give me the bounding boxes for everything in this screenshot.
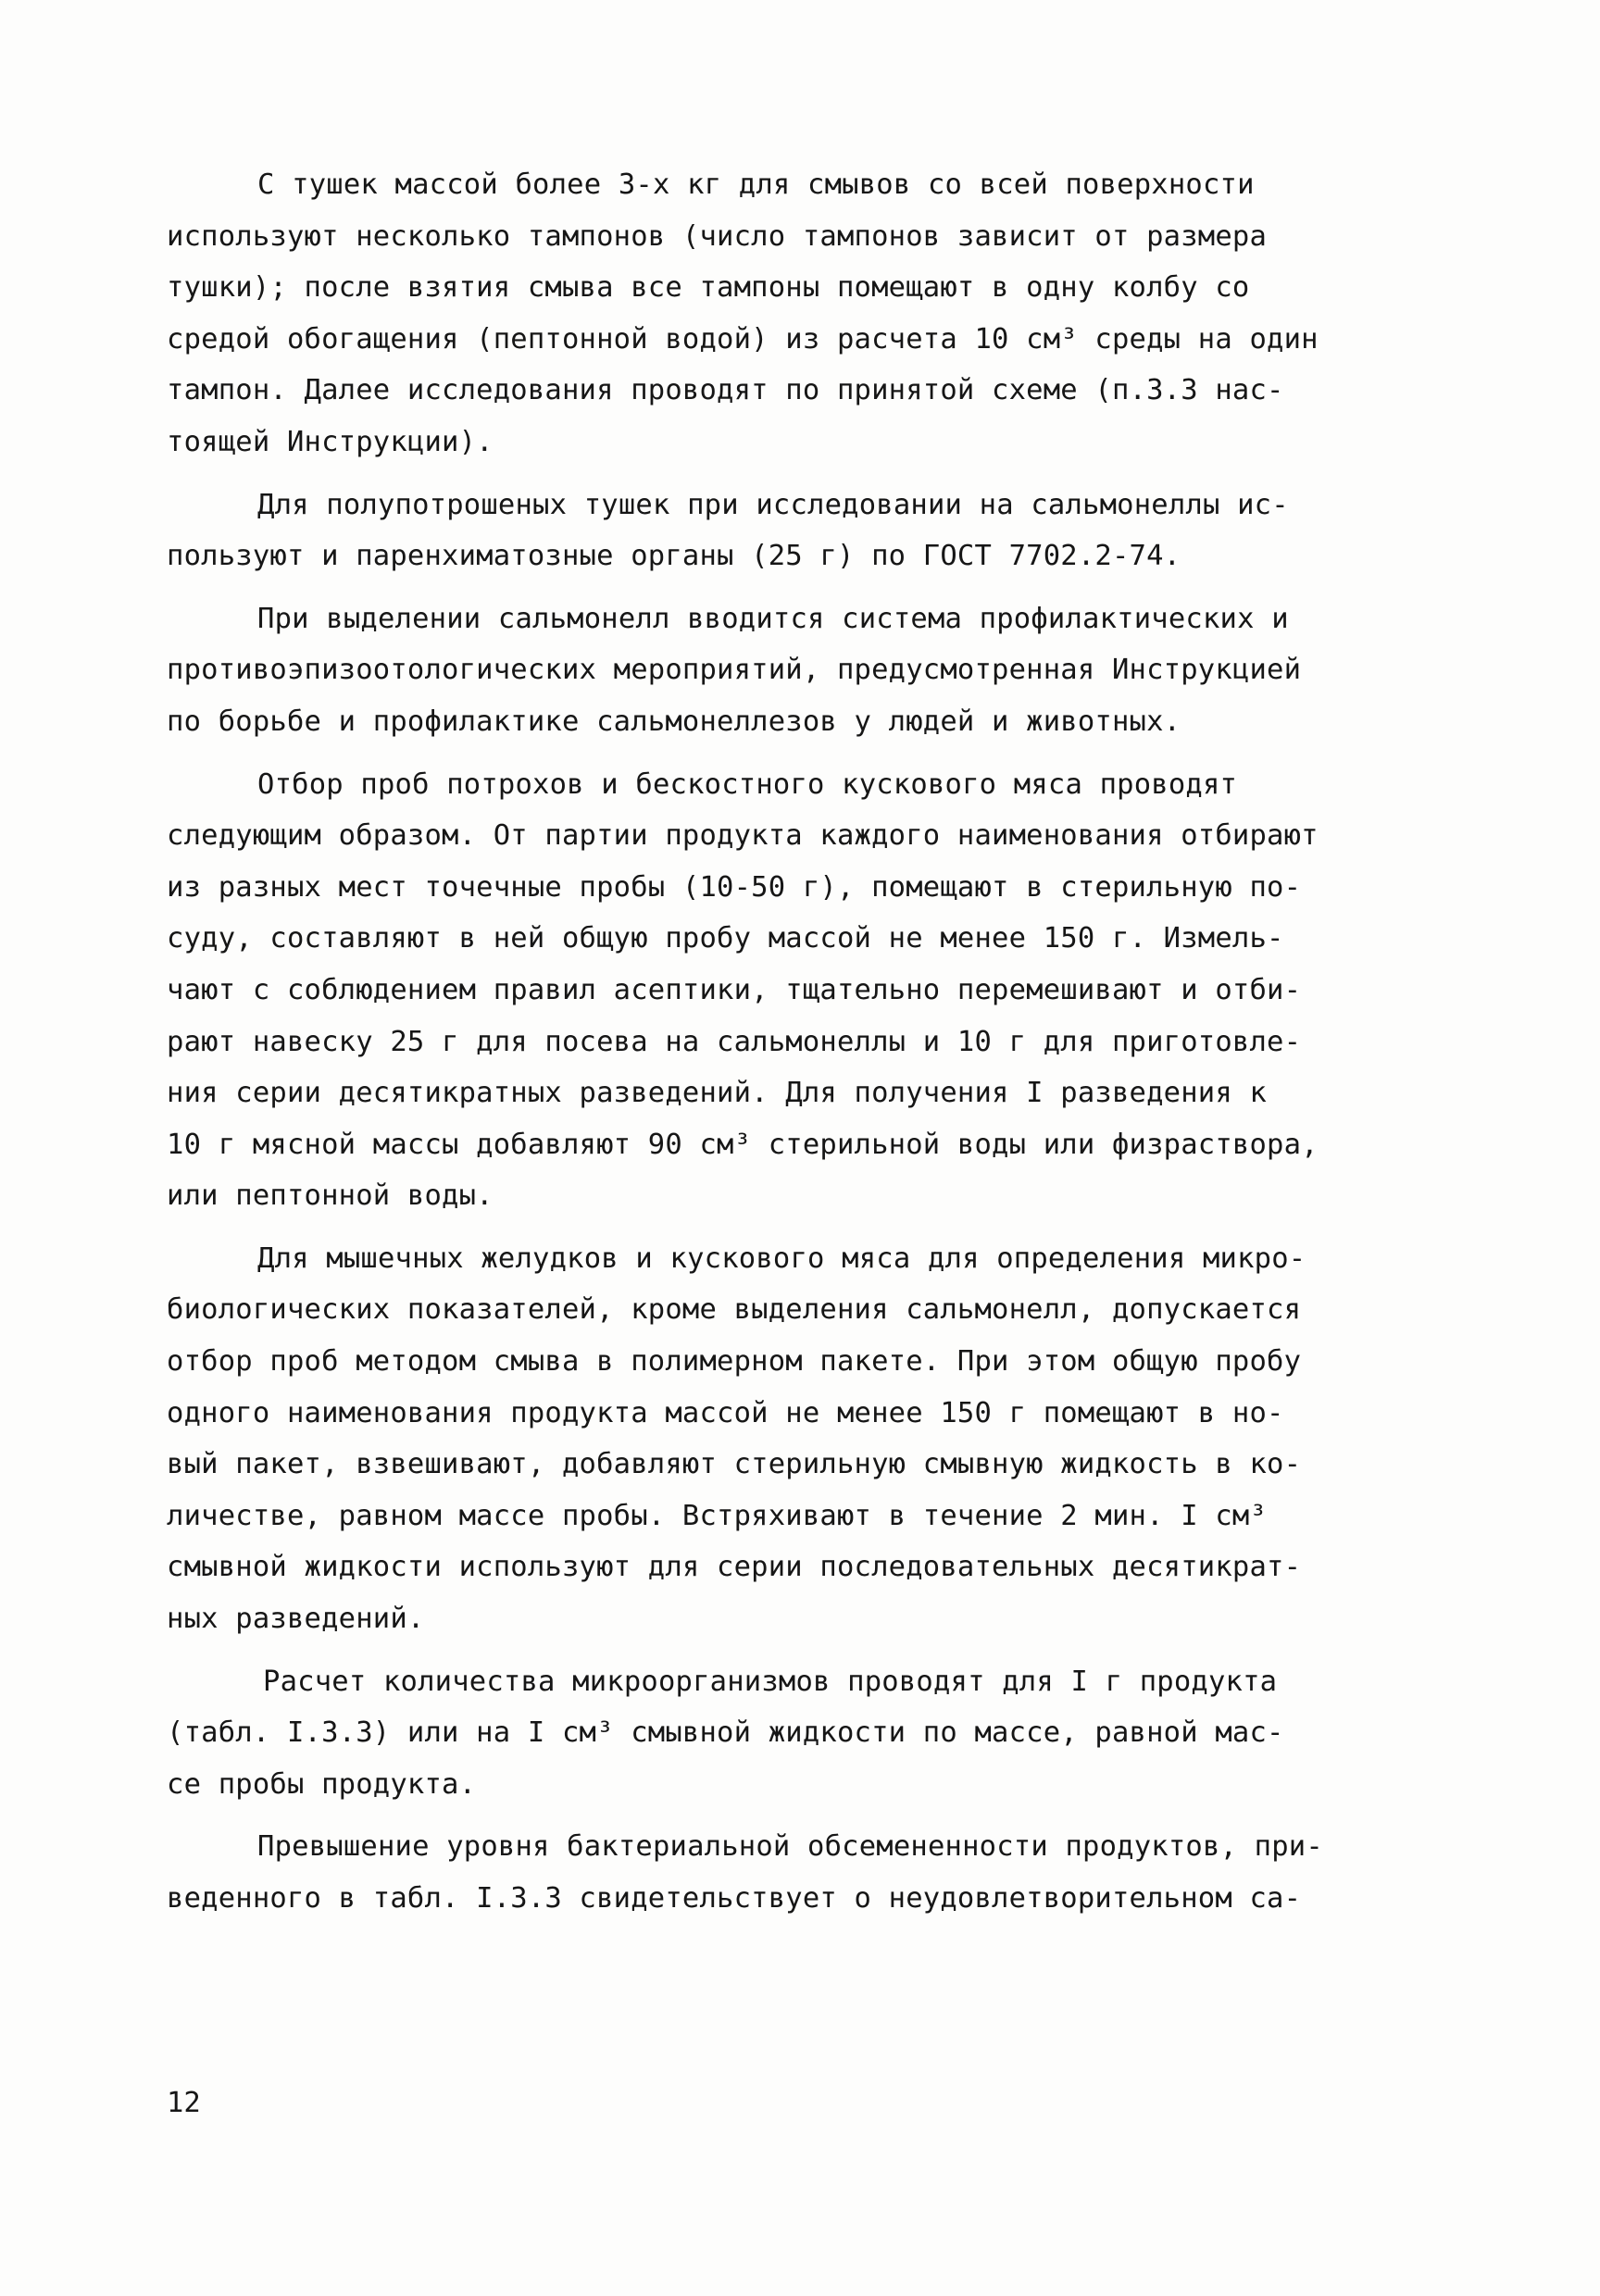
text-line: чают с соблюдением правил асептики, тщательно перемешивают и отби- xyxy=(167,973,1302,1006)
text-line: отбор проб методом смыва в полимерном пакете. При этом общую пробу xyxy=(167,1345,1302,1379)
text-line: ных разведений. xyxy=(167,1603,425,1636)
text-line: одного наименования продукта массой не менее 150 г помещают в но- xyxy=(167,1396,1284,1429)
paragraph-calculation xyxy=(167,1656,1435,1811)
text-line: Расчет количества микроорганизмов проводят для I г продукта xyxy=(263,1665,1278,1698)
text-line: вый пакет, взвешивают, добавляют стерильную смывную жидкость в ко- xyxy=(167,1448,1302,1481)
text-line: средой обогащения (пептонной водой) из расчета 10 см³ среды на один xyxy=(167,322,1319,356)
text-line: веденного в табл. I.3.3 свидетельствует о неудовлетворительном са- xyxy=(167,1882,1302,1915)
text-line: се пробы продукта. xyxy=(167,1767,477,1801)
paragraph-gap xyxy=(167,748,1435,759)
paragraph-exceeding-level xyxy=(167,1821,1435,1924)
text-line: тампон. Далее исследования проводят по принятой схеме (п.3.3 нас- xyxy=(167,374,1284,407)
text-line: следующим образом. От партии продукта каждого наименования отбирают xyxy=(167,819,1319,853)
paragraph-tushki-washes xyxy=(167,159,1435,468)
text-line: суду, составляют в ней общую пробу массой не менее 150 г. Измель- xyxy=(167,922,1284,955)
text-line: или пептонной воды. xyxy=(167,1179,494,1213)
paragraph-gap xyxy=(167,582,1435,593)
paragraph-gizzards-wash xyxy=(167,1233,1435,1645)
text-line: ния серии десятикратных разведений. Для получения I разведения к xyxy=(167,1077,1268,1110)
paragraph-gap xyxy=(167,468,1435,480)
text-line: 10 г мясной массы добавляют 90 см³ стерильной воды или физраствора, xyxy=(167,1128,1319,1161)
text-line: рают навеску 25 г для посева на сальмонеллы и 10 г для приготовле- xyxy=(167,1025,1302,1058)
paragraph-salmonella-measures xyxy=(167,593,1435,748)
text-line: тоящей Инструкции). xyxy=(167,425,494,458)
body-text xyxy=(167,159,1435,1925)
paragraph-gap xyxy=(167,1222,1435,1233)
text-line: противоэпизоотологических мероприятий, предусмотренная Инструкцией xyxy=(167,654,1302,687)
text-line: смывной жидкости используют для серии последовательных десятикрат- xyxy=(167,1551,1302,1584)
text-line: из разных мест точечные пробы (10-50 г), помещают в стерильную по- xyxy=(167,870,1302,904)
text-line: используют несколько тампонов (число тампонов зависит от размера xyxy=(167,219,1268,253)
text-line: С тушек массой более 3-х кг для смывов со всей поверхности xyxy=(257,168,1255,201)
page-number: 12 xyxy=(167,2087,201,2119)
paragraph-sampling-offal xyxy=(167,759,1435,1222)
text-line: При выделении сальмонелл вводится система профилактических и xyxy=(257,602,1289,635)
paragraph-gap xyxy=(167,1645,1435,1656)
text-line: (табл. I.3.3) или на I см³ смывной жидкости по массе, равной мас- xyxy=(167,1716,1284,1750)
text-line: Превышение уровня бактериальной обсемененности продуктов, при- xyxy=(257,1830,1323,1864)
paragraph-gap xyxy=(167,1810,1435,1821)
text-line: пользуют и паренхиматозные органы (25 г) по ГОСТ 7702.2-74. xyxy=(167,540,1181,573)
text-line: биологических показателей, кроме выделения сальмонелл, допускается xyxy=(167,1293,1302,1327)
text-line: Отбор проб потрохов и бескостного кускового мяса проводят xyxy=(257,767,1238,801)
text-line: личестве, равном массе пробы. Встряхивают в течение 2 мин. I см³ xyxy=(167,1499,1268,1532)
text-line: Для полупотрошеных тушек при исследовании на сальмонеллы ис- xyxy=(257,488,1289,521)
text-line: по борьбе и профилактике сальмонеллезов у людей и животных. xyxy=(167,705,1181,738)
text-line: Для мышечных желудков и кускового мяса для определения микро- xyxy=(257,1242,1306,1275)
text-line: тушки); после взятия смыва все тампоны помещают в одну колбу со xyxy=(167,271,1250,305)
paragraph-semi-gutted xyxy=(167,480,1435,582)
